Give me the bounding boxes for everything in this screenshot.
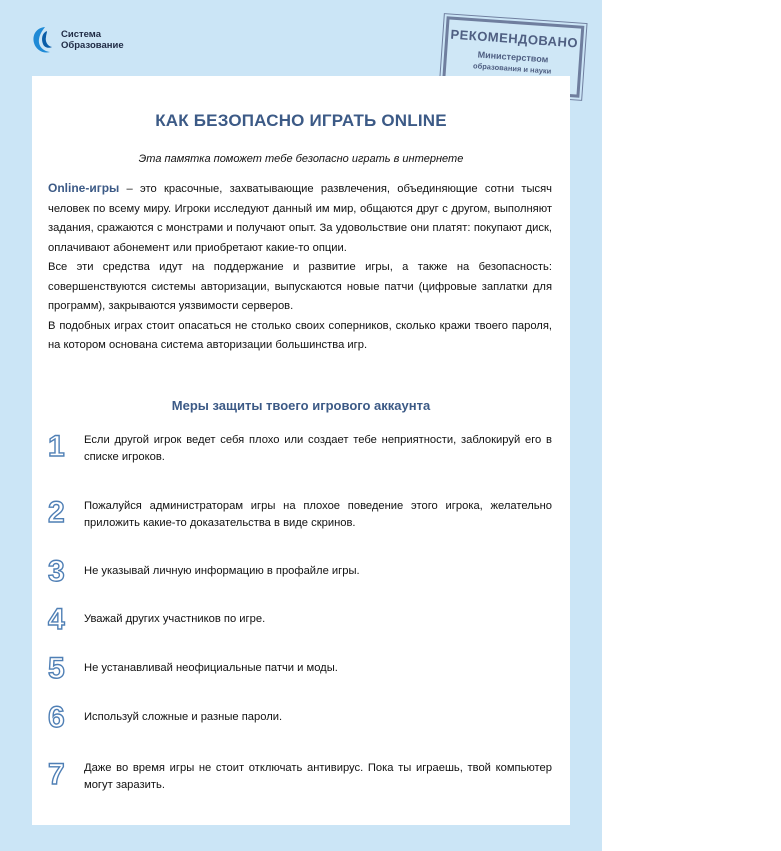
intro-p1-rest: – это красочные, захватывающие развлечения, объединяющие сотни тысяч человек по всему миру. Игроки исследуют данный им мир, общаются друг с другом, выполняют задания, сражаются с монстрами и получают опыт. За удовольствие они платят: покупают диск, оплачивают абонемент или приобретают какие-то опции. [48,183,552,254]
content-card [32,76,570,825]
rule-number: 1 [48,430,65,463]
rule-number: 5 [48,652,65,685]
intro-paragraph-3: В подобных играх стоит опасаться не столько своих соперников, сколько кражи твоего пароля, на котором основана система авторизации большинства игр. [48,319,552,351]
rule-number: 4 [48,603,65,636]
rule-text: Если другой игрок ведет себя плохо или создает тебе неприятности, заблокируй его в списке игроков. [84,434,552,463]
rule-item [48,703,552,733]
page-title: КАК БЕЗОПАСНО ИГРАТЬ ONLINE [155,111,447,130]
stamp-line-3: образования и науки [472,61,552,76]
stamp-line-1: РЕКОМЕНДОВАНО [450,26,579,51]
rule-text: Пожалуйся администраторам игры на плохое поведение этого игрока, желательно приложить какие-то доказательства в виде скринов. [84,500,552,529]
section-title: Меры защиты твоего игрового аккаунта [171,398,431,413]
logo-line-2: Образование [61,40,124,51]
rule-item [48,654,552,684]
rule-text: Даже во время игры не стоит отключать антивирус. Пока ты играешь, твой компьютер могут заразить. [84,762,552,791]
rule-item [48,760,552,794]
rule-text: Не устанавливай неофициальные патчи и моды. [84,662,338,674]
rule-item [48,557,552,587]
logo-swirl-icon [31,25,57,55]
intro-text [48,179,552,356]
rule-item [48,498,552,532]
rule-number: 2 [48,496,65,529]
rule-item [48,605,552,635]
stamp-line-2: Министерством [477,49,549,65]
logo-line-1: Система [61,29,101,40]
rule-text: Используй сложные и разные пароли. [84,711,283,723]
page-subtitle: Эта памятка поможет тебе безопасно играть в интернете [138,153,464,165]
rule-number: 6 [48,701,65,734]
intro-lead: Online-игры [48,181,120,195]
rule-item [48,432,552,466]
rule-number: 3 [48,555,65,588]
intro-paragraph-1 [48,179,552,258]
rule-text: Не указывай личную информацию в профайле игры. [84,565,360,577]
rule-number: 7 [48,758,65,791]
brand-logo [31,25,124,55]
intro-paragraph-2: Все эти средства идут на поддержание и развитие игры, а также на безопасность: совершенствуются системы авторизации, выпускаются новые патчи (цифровые заплатки для программ), закрываются уязвимости серверов. [48,261,552,312]
rule-text: Уважай других участников по игре. [84,613,266,625]
